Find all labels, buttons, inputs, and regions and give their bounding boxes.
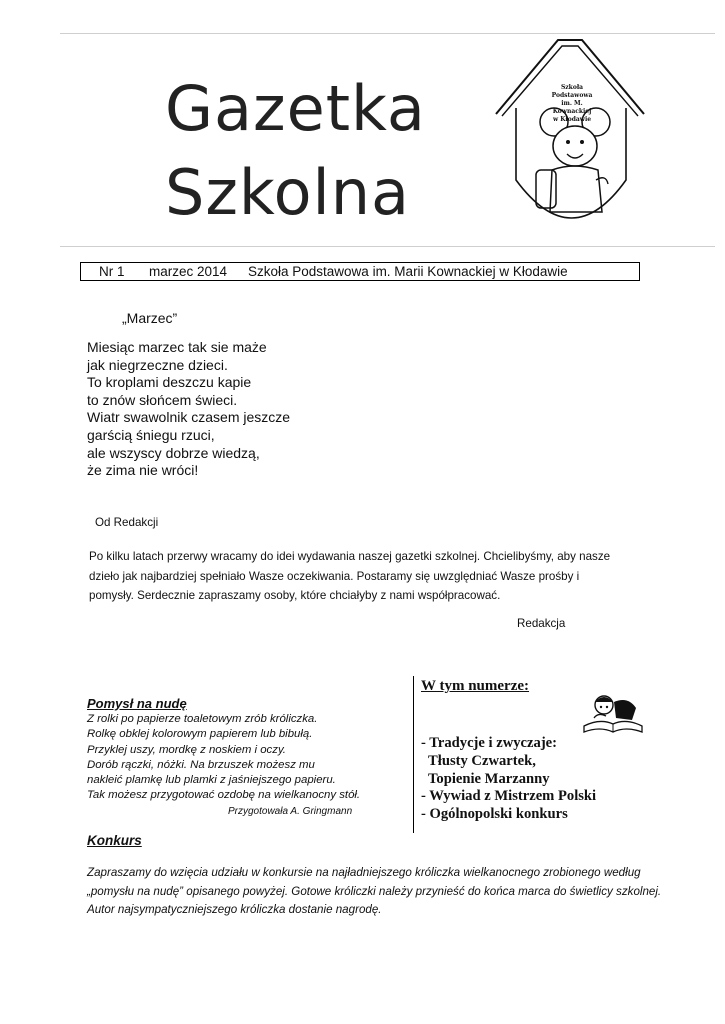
poem-line: ale wszyscy dobrze wiedzą, — [87, 444, 260, 461]
poem-line: Miesiąc marzec tak sie maże — [87, 339, 267, 355]
editorial-text — [89, 547, 649, 606]
toc-heading-text: W tym numerze: — [421, 678, 530, 694]
school-house-elephant-logo — [492, 30, 652, 230]
column-divider — [413, 676, 414, 833]
poem-title: „Marzec” — [122, 310, 178, 326]
poem-line: Wiatr swawolnik czasem jeszcze — [87, 409, 291, 426]
editorial-line: dzieło jak najbardziej spełniało Wasze oczekiwania. Postaramy się uwzględniać Wasze prośby i — [89, 569, 580, 583]
reading-child-book-icon — [580, 690, 646, 734]
editorial-heading: Od Redakcji — [95, 516, 159, 529]
poem-line: jak niegrzeczne dzieci. — [87, 356, 228, 373]
editorial-line: Po kilku latach przerwy wracamy do idei wydawania naszej gazetki szkolnej. Chcielibyśmy, aby nasze — [89, 550, 611, 563]
editorial-signature: Redakcja — [517, 617, 566, 630]
poem-line: to znów słońcem świeci. — [87, 391, 238, 408]
toc-item: Tłusty Czwartek, — [421, 752, 536, 769]
toc-item: - Wywiad z Mistrzem Polski — [421, 788, 597, 805]
logo-text — [541, 84, 603, 124]
issue-number: Nr 1 — [99, 264, 125, 279]
toc-list — [421, 735, 596, 824]
logo-text-line: w Kłodawie — [552, 116, 592, 123]
idea-line: Dorób rączki, nóżki. Na brzuszek możesz mu — [87, 758, 315, 771]
contest-line: Autor najsympatyczniejszego króliczka dostanie nagrodę. — [87, 903, 382, 917]
idea-line: Z rolki po papierze toaletowym zrób króliczka. — [87, 713, 318, 725]
contest-text — [87, 864, 687, 920]
masthead-bottom-rule — [60, 246, 715, 247]
logo-text-line: Szkoła Podstawowa — [551, 84, 593, 99]
poem-line: że zima nie wróci! — [87, 462, 199, 479]
masthead-title-line2: Szkolna — [165, 156, 411, 229]
contest-line: Zapraszamy do wzięcia udziału w konkursie na najładniejszego króliczka wielkanocnego zrobionego według — [87, 866, 641, 879]
logo-text-line: im. M. Kownackiej — [552, 100, 592, 115]
idea-lines — [87, 712, 360, 804]
issue-date: marzec 2014 — [149, 264, 228, 279]
idea-line: Rolkę obklej kolorowym papierem lub bibułą. — [87, 728, 313, 741]
contest-line: „pomysłu na nudę” opisanego powyżej. Gotowe króliczki należy przynieść do końca marca do świetlicy szkolnej. — [87, 884, 662, 898]
contest-heading: Konkurs — [87, 833, 142, 848]
idea-line: Tak możesz przygotować ozdobę na wielkanocny stół. — [87, 789, 361, 802]
toc-item: - Tradycje i zwyczaje: — [421, 735, 558, 751]
editorial-line: pomysły. Serdecznie zapraszamy osoby, które chciałyby z nami współpracować. — [89, 589, 501, 602]
idea-line: nakleić plamkę lub plamki z jaśniejszego papieru. — [87, 774, 336, 787]
issue-school: Szkoła Podstawowa im. Marii Kownackiej w Kłodawie — [248, 264, 568, 279]
toc-item: - Ogólnopolski konkurs — [421, 806, 568, 823]
poem-line: To kroplami deszczu kapie — [87, 374, 252, 391]
masthead-title-line1: Gazetka — [165, 72, 426, 145]
idea-author: Przygotowała A. Gringmann — [228, 806, 353, 817]
toc-heading — [421, 678, 529, 695]
toc-item: Topienie Marzanny — [421, 770, 550, 787]
issue-bar — [80, 262, 640, 281]
idea-line: Przyklej uszy, mordkę z noskiem i oczy. — [87, 743, 286, 756]
poem-lines — [87, 339, 290, 480]
idea-heading: Pomysł na nudę — [87, 696, 187, 711]
poem-line: garścią śniegu rzuci, — [87, 426, 215, 443]
